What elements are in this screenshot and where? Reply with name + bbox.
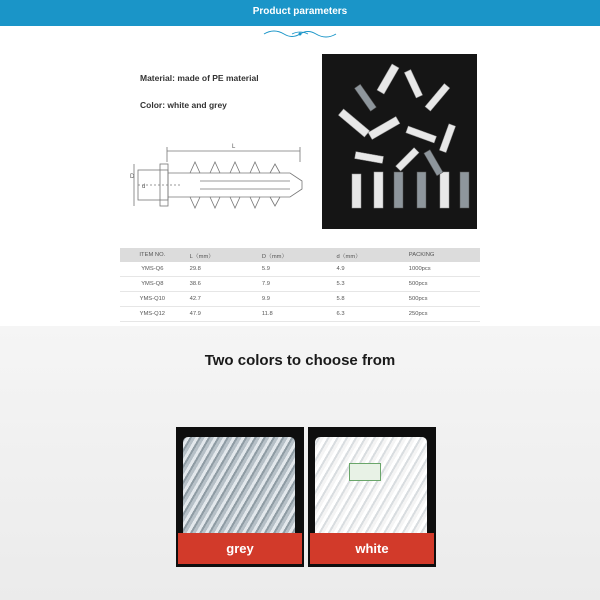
table-cell: 5.8 (333, 292, 405, 307)
bag-label-sticker (349, 463, 381, 481)
grey-bag-photo (183, 437, 295, 547)
table-cell: 6.3 (333, 307, 405, 322)
page-title: Product parameters (252, 6, 348, 17)
table-cell: 4.9 (333, 262, 405, 277)
product-photo (322, 54, 477, 229)
table-cell: 38.6 (186, 277, 258, 292)
table-cell: 9.9 (258, 292, 333, 307)
table-cell: 500pcs (405, 277, 480, 292)
table-cell: 1000pcs (405, 262, 480, 277)
table-row (120, 277, 480, 292)
color-options-title: Two colors to choose from (204, 352, 396, 369)
grey-option-label: grey (178, 533, 302, 564)
table-cell: 11.8 (258, 307, 333, 322)
table-cell: YMS-Q8 (120, 277, 186, 292)
table-cell: YMS-Q6 (120, 262, 186, 277)
parameters-table (120, 248, 480, 322)
table-cell: 42.7 (186, 292, 258, 307)
col-header: d（mm） (333, 248, 405, 262)
col-header: ITEM NO. (120, 248, 186, 262)
small-d-label: d (142, 184, 146, 190)
table-cell: 500pcs (405, 292, 480, 307)
ornament-divider (262, 28, 338, 40)
table-row (120, 292, 480, 307)
white-bag-photo (315, 437, 427, 547)
table-cell: 250pcs (405, 307, 480, 322)
table-cell: 47.9 (186, 307, 258, 322)
table-header-row (120, 248, 480, 262)
table-row (120, 262, 480, 277)
table-row (120, 307, 480, 322)
anchor-technical-drawing (130, 136, 315, 214)
color-spec: Color: white and grey (140, 100, 227, 110)
table-cell: YMS-Q12 (120, 307, 186, 322)
table-cell: YMS-Q10 (120, 292, 186, 307)
col-header: PACKING (405, 248, 480, 262)
table-cell: 5.9 (258, 262, 333, 277)
table-cell: 29.8 (186, 262, 258, 277)
material-spec: Material: made of PE material (140, 73, 259, 83)
table-cell: 7.9 (258, 277, 333, 292)
white-option-label: white (310, 533, 434, 564)
large-d-label: D (130, 174, 135, 180)
col-header: D（mm） (258, 248, 333, 262)
length-label: L (232, 144, 236, 150)
col-header: L（mm） (186, 248, 258, 262)
table-cell: 5.3 (333, 277, 405, 292)
